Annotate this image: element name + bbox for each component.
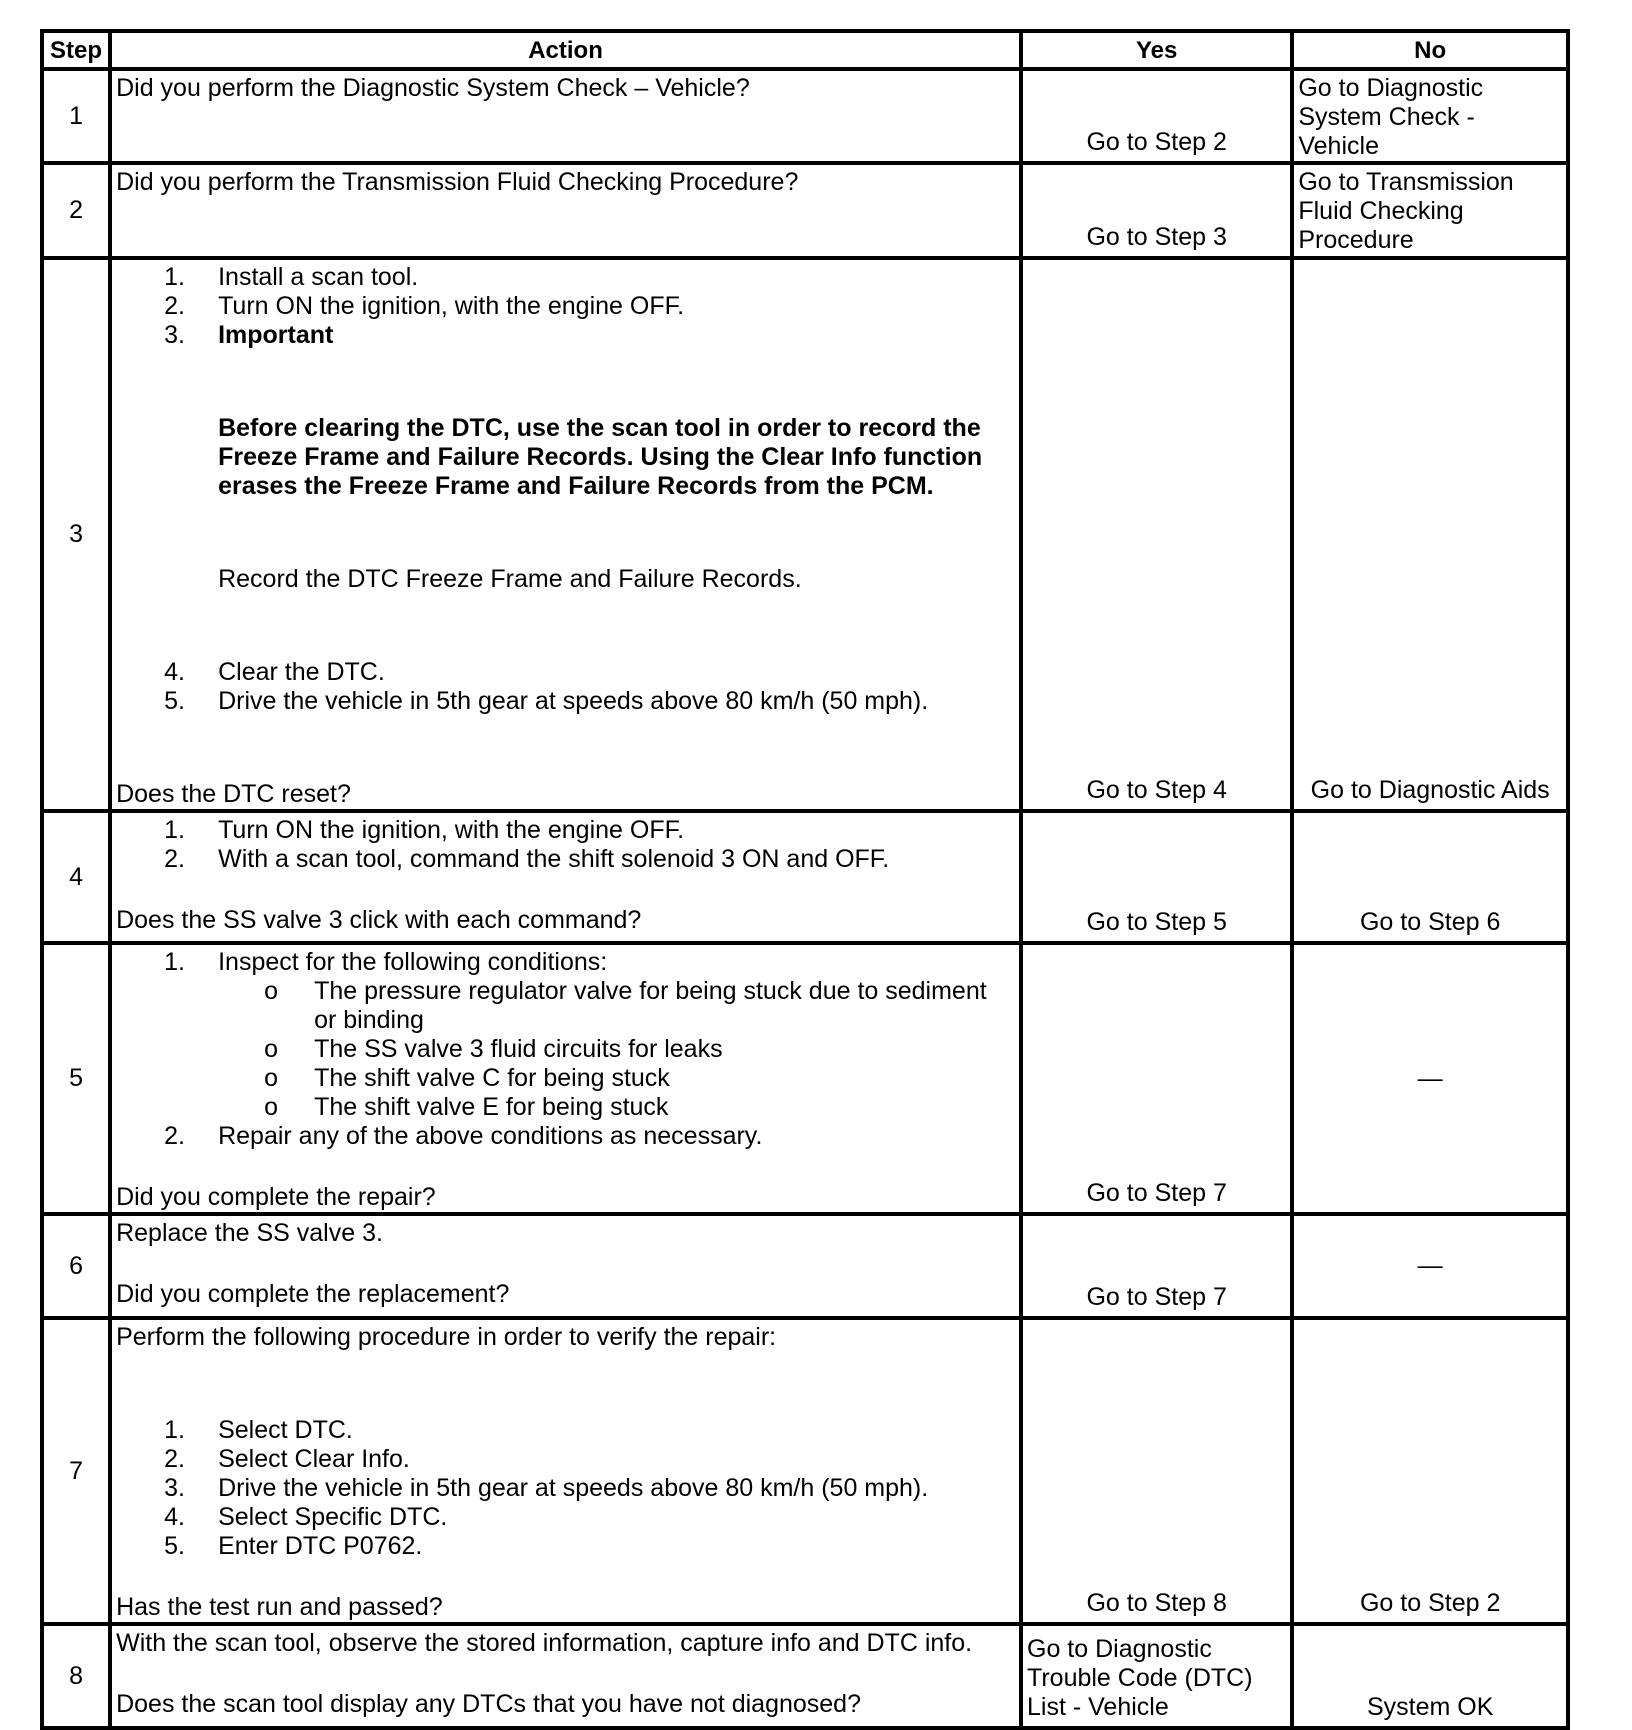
no-cell bbox=[1292, 1624, 1568, 1728]
table-row bbox=[42, 1624, 1568, 1728]
no-cell bbox=[1292, 1214, 1568, 1318]
yes-cell bbox=[1021, 943, 1292, 1214]
list-number: 2. bbox=[164, 1122, 185, 1150]
sub-list-item bbox=[264, 1093, 1015, 1122]
step-number: 5 bbox=[42, 943, 110, 1214]
action-cell bbox=[110, 1624, 1021, 1728]
list-text: Select Specific DTC. bbox=[218, 1503, 448, 1531]
table-row bbox=[42, 258, 1568, 811]
list-number: 1. bbox=[164, 948, 185, 976]
no-cell bbox=[1292, 258, 1568, 811]
yes-link[interactable] bbox=[1027, 1635, 1288, 1722]
yes-cell bbox=[1021, 1318, 1292, 1624]
step-number: 2 bbox=[42, 163, 110, 258]
no-link-line: Go to Diagnostic bbox=[1298, 74, 1484, 102]
record-note: Record the DTC Freeze Frame and Failure Records. bbox=[218, 565, 802, 593]
yes-link-line: Go to Diagnostic bbox=[1027, 1635, 1212, 1663]
no-link-line: Vehicle bbox=[1298, 132, 1379, 160]
action-cell bbox=[110, 943, 1021, 1214]
list-text: Inspect for the following conditions: bbox=[218, 948, 608, 976]
step-number: 1 bbox=[42, 69, 110, 163]
sub-list-item bbox=[264, 977, 1015, 1035]
list-number: 5. bbox=[164, 687, 185, 715]
action-cell bbox=[110, 69, 1021, 163]
action-text: Did you perform the Transmission Fluid Checking Procedure? bbox=[116, 168, 799, 196]
action-cell bbox=[110, 258, 1021, 811]
list-item bbox=[164, 321, 1015, 658]
list-text: Drive the vehicle in 5th gear at speeds above 80 km/h (50 mph). bbox=[218, 1474, 929, 1502]
yes-link[interactable]: Go to Step 4 bbox=[1086, 776, 1227, 804]
list-number: 2. bbox=[164, 1445, 185, 1473]
no-link[interactable] bbox=[1298, 168, 1564, 255]
list-number: 3. bbox=[164, 1474, 185, 1502]
list-text: Select Clear Info. bbox=[218, 1445, 410, 1473]
action-question: Does the SS valve 3 click with each command? bbox=[116, 906, 642, 934]
list-text: With a scan tool, command the shift solenoid 3 ON and OFF. bbox=[218, 845, 890, 873]
list-text: Drive the vehicle in 5th gear at speeds above 80 km/h (50 mph). bbox=[218, 687, 929, 715]
table-row bbox=[42, 943, 1568, 1214]
important-label: Important bbox=[218, 321, 334, 349]
no-value: System OK bbox=[1366, 1693, 1494, 1721]
list-text: Enter DTC P0762. bbox=[218, 1532, 423, 1560]
important-note: Before clearing the DTC, use the scan tool in order to record the Freeze Frame and Failure Records. Using the Clear Info function erases the Freeze Frame and Failure Records from the PCM. bbox=[218, 414, 983, 500]
no-cell bbox=[1292, 811, 1568, 943]
action-question: Did you complete the replacement? bbox=[116, 1280, 510, 1308]
action-question: Does the DTC reset? bbox=[116, 780, 351, 808]
list-item bbox=[164, 816, 1015, 845]
header-yes: Yes bbox=[1021, 31, 1292, 69]
no-link[interactable] bbox=[1298, 74, 1564, 161]
list-item bbox=[164, 845, 1015, 874]
header-no: No bbox=[1292, 31, 1568, 69]
numbered-list bbox=[116, 263, 1015, 716]
list-number: 3. bbox=[164, 321, 185, 349]
sub-list-item bbox=[264, 1064, 1015, 1093]
no-cell bbox=[1292, 943, 1568, 1214]
action-cell bbox=[110, 1318, 1021, 1624]
list-text: Clear the DTC. bbox=[218, 658, 385, 686]
action-question: Does the scan tool display any DTCs that you have not diagnosed? bbox=[116, 1690, 861, 1718]
yes-cell bbox=[1021, 811, 1292, 943]
list-number: 1. bbox=[164, 263, 185, 291]
sub-list-text: The shift valve C for being stuck bbox=[314, 1064, 670, 1092]
list-number: 4. bbox=[164, 1503, 185, 1531]
yes-link[interactable]: Go to Step 5 bbox=[1086, 908, 1227, 936]
list-item bbox=[164, 687, 1015, 716]
list-text: Install a scan tool. bbox=[218, 263, 419, 291]
header-step: Step bbox=[42, 31, 110, 69]
yes-link[interactable]: Go to Step 3 bbox=[1086, 223, 1227, 251]
list-item bbox=[164, 658, 1015, 687]
action-text: Perform the following procedure in order to verify the repair: bbox=[116, 1323, 777, 1351]
numbered-list bbox=[116, 1416, 1015, 1561]
sub-list bbox=[218, 977, 1015, 1122]
yes-link-line: List - Vehicle bbox=[1027, 1693, 1169, 1721]
sub-list-text: The shift valve E for being stuck bbox=[314, 1093, 669, 1121]
no-link[interactable]: Go to Diagnostic Aids bbox=[1310, 776, 1550, 804]
numbered-list bbox=[116, 816, 1015, 874]
yes-cell bbox=[1021, 69, 1292, 163]
yes-link[interactable]: Go to Step 7 bbox=[1086, 1283, 1227, 1311]
action-question: Has the test run and passed? bbox=[116, 1593, 443, 1621]
list-number: 2. bbox=[164, 845, 185, 873]
table-row bbox=[42, 811, 1568, 943]
numbered-list bbox=[116, 948, 1015, 1151]
step-number: 7 bbox=[42, 1318, 110, 1624]
action-text: Replace the SS valve 3. bbox=[116, 1219, 383, 1247]
table-row bbox=[42, 1318, 1568, 1624]
list-item bbox=[164, 1474, 1015, 1503]
table-row bbox=[42, 163, 1568, 258]
list-item bbox=[164, 1503, 1015, 1532]
list-item bbox=[164, 263, 1015, 292]
action-text: Did you perform the Diagnostic System Check – Vehicle? bbox=[116, 74, 750, 102]
step-number: 6 bbox=[42, 1214, 110, 1318]
no-value: — bbox=[1417, 1064, 1443, 1092]
action-cell bbox=[110, 1214, 1021, 1318]
yes-link[interactable]: Go to Step 7 bbox=[1086, 1179, 1227, 1207]
action-cell bbox=[110, 163, 1021, 258]
bullet-icon: o bbox=[264, 977, 278, 1005]
table-row bbox=[42, 69, 1568, 163]
no-cell bbox=[1292, 1318, 1568, 1624]
no-link-line: Fluid Checking bbox=[1298, 197, 1464, 225]
yes-cell bbox=[1021, 258, 1292, 811]
diagnostic-table bbox=[40, 29, 1570, 1730]
list-number: 2. bbox=[164, 292, 185, 320]
list-item bbox=[164, 1416, 1015, 1445]
list-number: 4. bbox=[164, 658, 185, 686]
yes-link-line: Trouble Code (DTC) bbox=[1027, 1664, 1253, 1692]
no-link-line: System Check - bbox=[1298, 103, 1475, 131]
list-number: 5. bbox=[164, 1532, 185, 1560]
step-number: 4 bbox=[42, 811, 110, 943]
list-item bbox=[164, 292, 1015, 321]
action-cell bbox=[110, 811, 1021, 943]
sub-list-text: The SS valve 3 fluid circuits for leaks bbox=[314, 1035, 723, 1063]
yes-cell bbox=[1021, 1624, 1292, 1728]
list-item bbox=[164, 948, 1015, 1122]
list-item bbox=[164, 1122, 1015, 1151]
list-text: Turn ON the ignition, with the engine OFF. bbox=[218, 292, 685, 320]
no-cell bbox=[1292, 163, 1568, 258]
yes-cell bbox=[1021, 1214, 1292, 1318]
yes-link[interactable]: Go to Step 2 bbox=[1086, 128, 1227, 156]
list-item bbox=[164, 1532, 1015, 1561]
sub-list-text: The pressure regulator valve for being stuck due to sediment or binding bbox=[314, 977, 987, 1034]
no-link[interactable]: Go to Step 2 bbox=[1359, 1589, 1501, 1617]
header-row bbox=[42, 31, 1568, 69]
bullet-icon: o bbox=[264, 1035, 278, 1063]
no-value: — bbox=[1417, 1251, 1443, 1280]
no-link-line: Go to Transmission bbox=[1298, 168, 1514, 196]
action-question: Did you complete the repair? bbox=[116, 1183, 436, 1211]
bullet-icon: o bbox=[264, 1064, 278, 1092]
list-text: Select DTC. bbox=[218, 1416, 353, 1444]
yes-link[interactable]: Go to Step 8 bbox=[1086, 1589, 1227, 1617]
header-action: Action bbox=[110, 31, 1021, 69]
no-link-line: Procedure bbox=[1298, 226, 1414, 254]
bullet-icon: o bbox=[264, 1093, 278, 1121]
yes-cell bbox=[1021, 163, 1292, 258]
no-cell bbox=[1292, 69, 1568, 163]
list-text: Turn ON the ignition, with the engine OFF. bbox=[218, 816, 685, 844]
step-number: 3 bbox=[42, 258, 110, 811]
list-text: Repair any of the above conditions as necessary. bbox=[218, 1122, 763, 1150]
action-text: With the scan tool, observe the stored information, capture info and DTC info. bbox=[116, 1629, 973, 1657]
sub-list-item bbox=[264, 1035, 1015, 1064]
step-number: 8 bbox=[42, 1624, 110, 1728]
table-row bbox=[42, 1214, 1568, 1318]
list-number: 1. bbox=[164, 1416, 185, 1444]
list-item bbox=[164, 1445, 1015, 1474]
no-link[interactable]: Go to Step 6 bbox=[1359, 908, 1501, 936]
list-number: 1. bbox=[164, 816, 185, 844]
